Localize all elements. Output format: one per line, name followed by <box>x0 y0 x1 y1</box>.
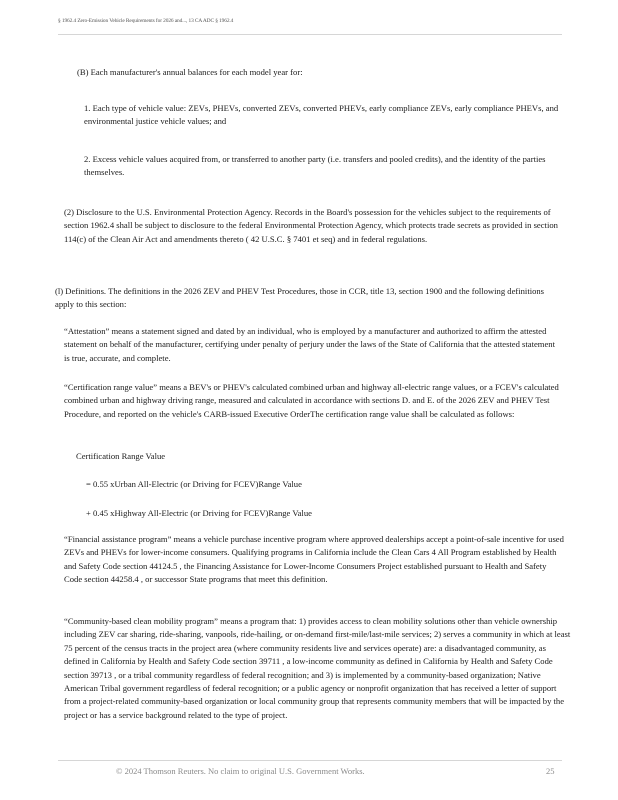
definition-attestation: “Attestation” means a statement signed and dated by an individual, who is employed by a manufacturer and authorized to affirm the attested statement on behalf of the manufacturer, certifying under penalty of perjury under the laws of the State of California that the attested statement is true, accurate, and complete. <box>64 326 555 363</box>
definition-financial-assistance-program: “Financial assistance program” means a vehicle purchase incentive program where approved dealerships accept a point-of-sale incentive for used ZEVs and PHEVs for lower-income consumers. Qualifying programs in California include the Clean Cars 4 All Program established by Health and Safety Code section 44124.5 , the Financing Assistance for Lower-Income Consumers Project established pursuant to Health and Safety Code section 44258.4 , or successor State programs that meet this definition. <box>64 534 564 585</box>
header-divider <box>58 34 562 35</box>
definition-community-based-clean-mobility-program: “Community-based clean mobility program” means a program that: 1) provides access to clean mobility solutions other than vehicle ownership including ZEV car sharing, ride-sharing, vanpools, ride-hailing, or on-demand first-mile/last-mile services; 2) serves a community in which at least 75 percent of the census tracts in the project area (where community residents live and services operate) are: a disadvantaged community, as defined in California by Health and Safety Code section 39711 , a low-income community as defined in California by Health and Safety Code section 39713 , or a tribal community regardless of federal recognition; and 3) is implemented by a community-based organization; Native American Tribal government regardless of federal recognition; or a public agency or nonprofit organization that has received a letter of support from a project-related community-based organization or local community group that represents community members that will be impacted by the project or has a service background related to the type of project. <box>64 616 571 720</box>
definition-certification-range-value: “Certification range value” means a BEV's or PHEV's calculated combined urban and highway all-electric range values, or a FCEV's calculated combined urban and highway driving range, measured and calculated in accordance with sections D. and E. of the 2026 ZEV and PHEV Test Procedure, and reported on the vehicle's CARB-issued Executive OrderThe certification range value shall be calculated as follows: <box>64 382 559 419</box>
footer-divider <box>58 760 562 761</box>
formula-line-2: + 0.45 xHighway All-Electric (or Driving for FCEV)Range Value <box>86 508 312 518</box>
page-number: 25 <box>546 766 555 776</box>
section-b-heading: (B) Each manufacturer's annual balances for each model year for: <box>77 67 303 77</box>
definitions-intro: (l) Definitions. The definitions in the 2026 ZEV and PHEV Test Procedures, those in CCR, title 13, section 1900 and the following definitions apply to this section: <box>55 286 545 310</box>
formula-label: Certification Range Value <box>76 451 166 461</box>
running-header: § 1962.4 Zero-Emission Vehicle Requirements for 2026 and..., 13 CA ADC § 1962.4 <box>58 18 234 24</box>
list-item-1: 1. Each type of vehicle value: ZEVs, PHEVs, converted ZEVs, converted PHEVs, early compliance ZEVs, early compliance PHEVs, and environmental justice vehicle values; and <box>84 103 559 127</box>
copyright-notice: © 2024 Thomson Reuters. No claim to original U.S. Government Works. <box>116 766 365 776</box>
formula-line-1: = 0.55 xUrban All-Electric (or Driving for FCEV)Range Value <box>86 479 302 489</box>
list-item-2: 2. Excess vehicle values acquired from, or transferred to another party (i.e. transfers and pooled credits), and the identity of the parties themselves. <box>84 154 546 178</box>
disclosure-paragraph: (2) Disclosure to the U.S. Environmental Protection Agency. Records in the Board's possession for the vehicles subject to the requirements of section 1962.4 shall be subject to disclosure to the federal Environmental Protection Agency, which protects trade secrets as provided in section 114(c) of the Clean Air Act and amendments thereto ( 42 U.S.C. § 7401 et seq) and in federal regulations. <box>64 207 558 244</box>
